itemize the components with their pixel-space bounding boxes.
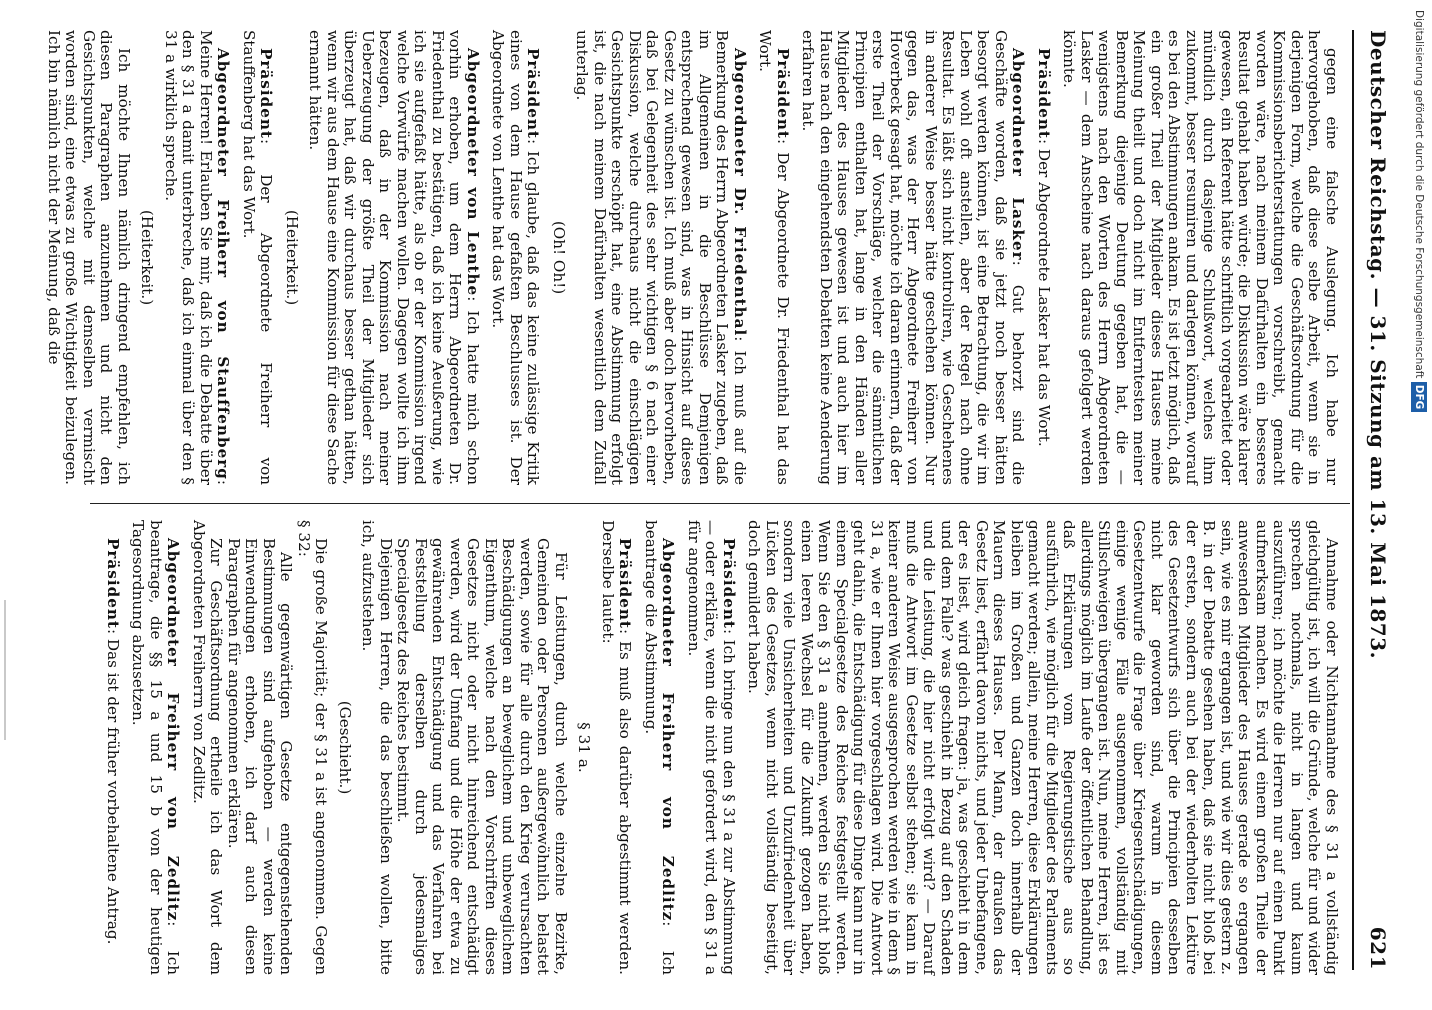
stage-direction: § 31 a. xyxy=(575,722,594,773)
speaker-name: Präsident xyxy=(104,538,122,629)
speaker-colon: : xyxy=(214,479,233,485)
speaker-name: Präsident xyxy=(257,48,276,139)
dfg-credit-text: Digitalisierung gefördert durch die Deutsche Forschungsgemeinschaft xyxy=(1413,10,1425,379)
speech-text: Es muß also darüber abgestimmt werden. Derselbe lautet: xyxy=(599,520,635,975)
speech-text: Der Abgeordnete Dr. Friedenthal hat das Wort. xyxy=(756,30,792,485)
speaker-colon: : xyxy=(1035,138,1053,149)
body-paragraph: Annahme oder Nichtannahme des § 31 a vollständig gleichgültig ist, ich will die Gründe, welche für und wider sprechen nochmals, nicht in langen und kaum auszuführen; ich möchte die Herren nur auf einen Punkt aufmerksam machen. Es wird einem großen Theile der anwesenden Mitglieder des Hauses gerade so ergangen sein, wie es mir ergangen ist, und wie wir dies gestern z. B. in der Debatte gesehen haben, daß sie nicht bloß bei der ersten, sondern auch bei der wiederholten Lektüre des Gesetzentwurfs sich über die Principien desselben nicht klar geworden sind, warum in diesem Gesetzentwurfe die Frage über Kriegsentschädigungen, einige wenige Fälle ausgenommen, vollständig mit Stillschweigen übergangen ist. Nun, meine Herren, ist es allerdings möglich im Laufe der öffentlichen Behandlung, daß Erklärungen vom Regierungstische aus so ausführlich, wie möglich für die Mitglieder des Parlaments gemacht werden; allein, meine Herren, diese Erklärungen bleiben im Großen und Ganzen doch innerhalb der Mauern dieses Hauses. Der Mann, der draußen das Gesetz liest, erfährt davon nichts, und jeder Unbefangene, der es liest, wird gleich fragen: ja, was geschieht in dem und dem Falle? was geschieht in Bezug auf den Schaden und die Leistung, die hier nicht erfolgt wird? — Darauf muß die Antwort im Gesetze selbst stehen; sie kann in keiner anderen Weise ausgesprochen werden wie in dem § 31 a, wie er Ihnen hier vorgeschlagen wird. Die Antwort geht dahin, die Entschädigung für diese Dinge kann nur in einem Specialgesetze des Reiches festgestellt werden. Wenn Sie den § 31 a annehmen, werden Sie nicht bloß einen leeren Wechsel für die Zukunft gezogen haben, sondern viele Unsicherheiten und Unzufriedenheit über Lücken des Gesetzes, wenn nicht vollständig beseitigt, doch gemildert haben. xyxy=(745,520,1341,975)
speech-paragraph xyxy=(129,520,182,975)
speech-text: Ich glaube, daß das keine zulässige Kritik eines von dem Hause gefaßten Beschlusses ist. Der Abgeordnete von Lenthe hat das Wort. xyxy=(489,30,543,485)
right-column xyxy=(104,520,1341,975)
speaker-colon: : xyxy=(104,628,122,639)
dfg-logo: DFG xyxy=(1411,382,1427,413)
speech-text: Gut behorzt sind die Geschäfte worden, daß sie jetzt noch besser hätten besorgt werden können, ist eine Betrachtung, die wir im Leben wohl oft anstellen, aber der Regel nach ohne Resultat. Es läßt sich nicht kontroliren, wie Geschehenes in anderer Weise besser hätte geschehen können. Nur gegen das, was der Herr Abgeordnete Freiherr von Hoverbeck gesagt hat, möchte ich daran erinnern, daß der erste Theil der Vorschläge, welcher die sämmtlichen Principien enthalten hat, lange in den Händen aller Mitglieder des Hauses gewesen ist und auch hier im Hause nach den eingehendsten Debatten keine Aenderung erfahren hat. xyxy=(799,30,1028,485)
speaker-colon: : xyxy=(164,921,183,951)
speaker-colon: : xyxy=(1009,260,1028,285)
speaker-name: Präsident xyxy=(774,48,792,139)
body-paragraph: Die große Majorität; der § 31 a ist angenommen. Gegen § 32: xyxy=(295,520,331,975)
speech-text: Ich bringe nun den § 31 a zur Abstimmung — oder erkläre, wenn die nicht gefordert wird, den § 31 a für angenommen. xyxy=(685,520,738,975)
speaker-colon: : xyxy=(257,138,276,175)
running-title: Deutscher Reichstag. — 31. Sitzung am 13. Mai 1873. xyxy=(1366,30,1390,660)
left-column xyxy=(45,30,1341,485)
speech-text: Ich beantrage die Abstimmung. xyxy=(642,520,678,975)
speaker-colon: : xyxy=(774,138,792,153)
speech-paragraph xyxy=(240,30,275,485)
speech-text: Der Abgeordnete Lasker hat das Wort. xyxy=(1035,148,1053,447)
speech-text: Ich beantrage, die §§ 15 a und 15 b von der heutigen Tagesordnung abzusetzen. xyxy=(129,520,183,975)
body-paragraph: Ich möchte Ihnen nämlich dringend empfehlen, ich diesen Paragraphen anzunehmen und nicht den Gesichtspunkten, welche mit demselben vermischt worden sind, eine etwas zu große Wichtigkeit beizulegen. Ich bin nämlich nicht der Meinung, daß die xyxy=(45,30,133,485)
speaker-name: Abgeordneter Freiherr von Zedlitz xyxy=(164,538,183,922)
body-paragraph: Zur Geschäftsordnung ertheile ich das Wort dem Abgeordneten Freiherrn von Zedlitz. xyxy=(190,520,226,975)
speech-text: Meine Herren! Erlauben Sie mir, daß ich die Debatte über den § 31 a damit unterbreche, daß ich einmal über den § 31 a wirklich spreche. xyxy=(162,30,215,485)
speaker-name: Präsident xyxy=(1035,48,1053,139)
speech-paragraph xyxy=(104,520,122,975)
dfg-credit xyxy=(1408,10,1430,1010)
speaker-name: Abgeordneter Dr. Friedenthal xyxy=(731,48,749,337)
speech-paragraph xyxy=(756,30,791,485)
speaker-colon: : xyxy=(616,628,635,641)
scan-edge-mark xyxy=(4,600,6,740)
header-rule xyxy=(1352,30,1354,970)
speech-text: Ich hatte mich schon vorhin erhoben, um dem Herrn Abgeordneten Dr. Friedenthal zu bestätigen, daß ich keine Aeußerung, wie ich sie aufgefaßt hätte, als ob er der Kommission irgend welche Vorwürfe machen wollen. Dagegen wollte ich ihm bezeugen, daß in der Kommission nach meiner Ueberzeugung der größte Theil der Mitglieder sich überzeugt hat, daß wir durchaus besser gethan hätten, wenn wir aus dem Hause eine Kommission für diese Sache ernannt hätten. xyxy=(306,30,482,485)
stage-direction: (Oh! Oh!) xyxy=(550,220,568,295)
body-paragraph: Diejenigen Herren, die das beschließen wollen, bitte ich, aufzustehen. xyxy=(359,520,395,975)
speech-paragraph xyxy=(642,520,677,975)
speaker-colon: : xyxy=(524,138,543,151)
speaker-colon: : xyxy=(464,296,482,311)
speech-paragraph xyxy=(573,30,748,485)
speech-paragraph xyxy=(489,30,542,485)
speech-text: Das ist der früher vorbehaltene Antrag. xyxy=(104,638,122,945)
speech-paragraph xyxy=(162,30,232,485)
rotated-page-content xyxy=(30,0,1400,1000)
speech-text: Ich muß auf die Bemerkung des Herrn Abgeordneten Lasker zugeben, daß im Allgemeinen in die Beschlüsse Demjenigen entsprechend gewesen sind, was in Hinsicht auf dieses Gesetz zu wünschen ist. Ich muß aber doch hervorheben, daß bei Gelegenheit des sehr wichtigen § 6 nach einer Diskussion, welche durchaus nicht die einschlägigen Gesichtspunkte erschöpft hat, eine Abstimmung erfolgt ist, die nach meinem Dafürhalten wesentlich dem Zufall unterlag. xyxy=(573,30,749,486)
page-number: 621 xyxy=(1366,926,1390,970)
speaker-name: Abgeordneter Freiherr von Zedlitz xyxy=(659,538,678,922)
body-paragraph: gegen eine falsche Auslegung. Ich habe nur hervorgehoben, daß diese selbe Arbeit, wenn sie in derjenigen Form, welche die Geschäftsordnung für die Kommissionsberichterstattungen vorschreibt, gemacht worden wäre, nach meinem Dafürhalten ein besseres Resultat gehabt haben würde; die Diskussion wäre klarer gewesen, ein Referent hätte schriftlich vorgearbeitet oder mündlich durch dasjenige Schlußwort, welches ihm zukommt, besser resumiren und darlegen können, worauf es bei den Abstimmungen ankam. Es ist jetzt möglich, daß ein großer Theil der Mitglieder dieses Hauses meine Meinung theilt und doch nicht im Entferntesten meiner Bemerkung diejenige Deutung gegeben hat, die — wenigstens nach den Worten des Herrn Abgeordneten Lasker — dem Anscheine nach daraus gefolgert werden könnte. xyxy=(1060,30,1341,485)
speech-text: Der Abgeordnete Freiherr von Stauffenberg hat das Wort. xyxy=(240,30,276,485)
speaker-name: Präsident xyxy=(720,538,738,629)
speaker-colon: : xyxy=(720,628,738,640)
speech-paragraph xyxy=(1035,30,1053,485)
speaker-name: Abgeordneter Freiherr von Stauffenberg xyxy=(214,48,233,480)
speaker-name: Präsident xyxy=(616,538,635,629)
stage-direction: (Heiterkeit.) xyxy=(138,209,157,306)
speaker-name: Präsident xyxy=(524,48,543,139)
speaker-name: Abgeordneter Lasker xyxy=(1009,48,1028,261)
speaker-colon: : xyxy=(731,336,749,351)
quoted-text: Für Leistungen, durch welche einzelne Bezirke, Gemeinden oder Personen außergewöhnlich belastet werden, sowie für alle durch den Krieg verursachten Beschädigungen an beweglichem und unbeweglichem Eigenthum, welche nach den Vorschriften dieses Gesetzes nicht oder nicht hinreichend entschädigt werden, wird der Umfang und die Höhe der etwa zu gewährenden Entschädigung und das Verfahren bei Feststellung derselben durch jedesmaliges Specialgesetz des Reiches bestimmt. xyxy=(394,538,570,975)
speaker-colon: : xyxy=(659,921,678,951)
page-header xyxy=(1356,30,1396,970)
speech-paragraph xyxy=(685,520,738,975)
speech-paragraph xyxy=(799,30,1027,485)
speech-paragraph xyxy=(306,30,481,485)
column-divider xyxy=(90,503,1350,504)
quoted-text: Alle gegenwärtigen Gesetze entgegenstehenden Bestimmungen sind aufgehoben — werden keine Einwendungen erhoben, ich darf auch diesen Paragraphen für angenommen erklären. xyxy=(225,538,296,975)
stage-direction: (Geschieht.) xyxy=(336,700,354,795)
speaker-name: Abgeordneter von Lenthe xyxy=(464,48,482,297)
speech-paragraph xyxy=(599,520,634,975)
stage-direction: (Heiterkeit.) xyxy=(283,209,301,306)
